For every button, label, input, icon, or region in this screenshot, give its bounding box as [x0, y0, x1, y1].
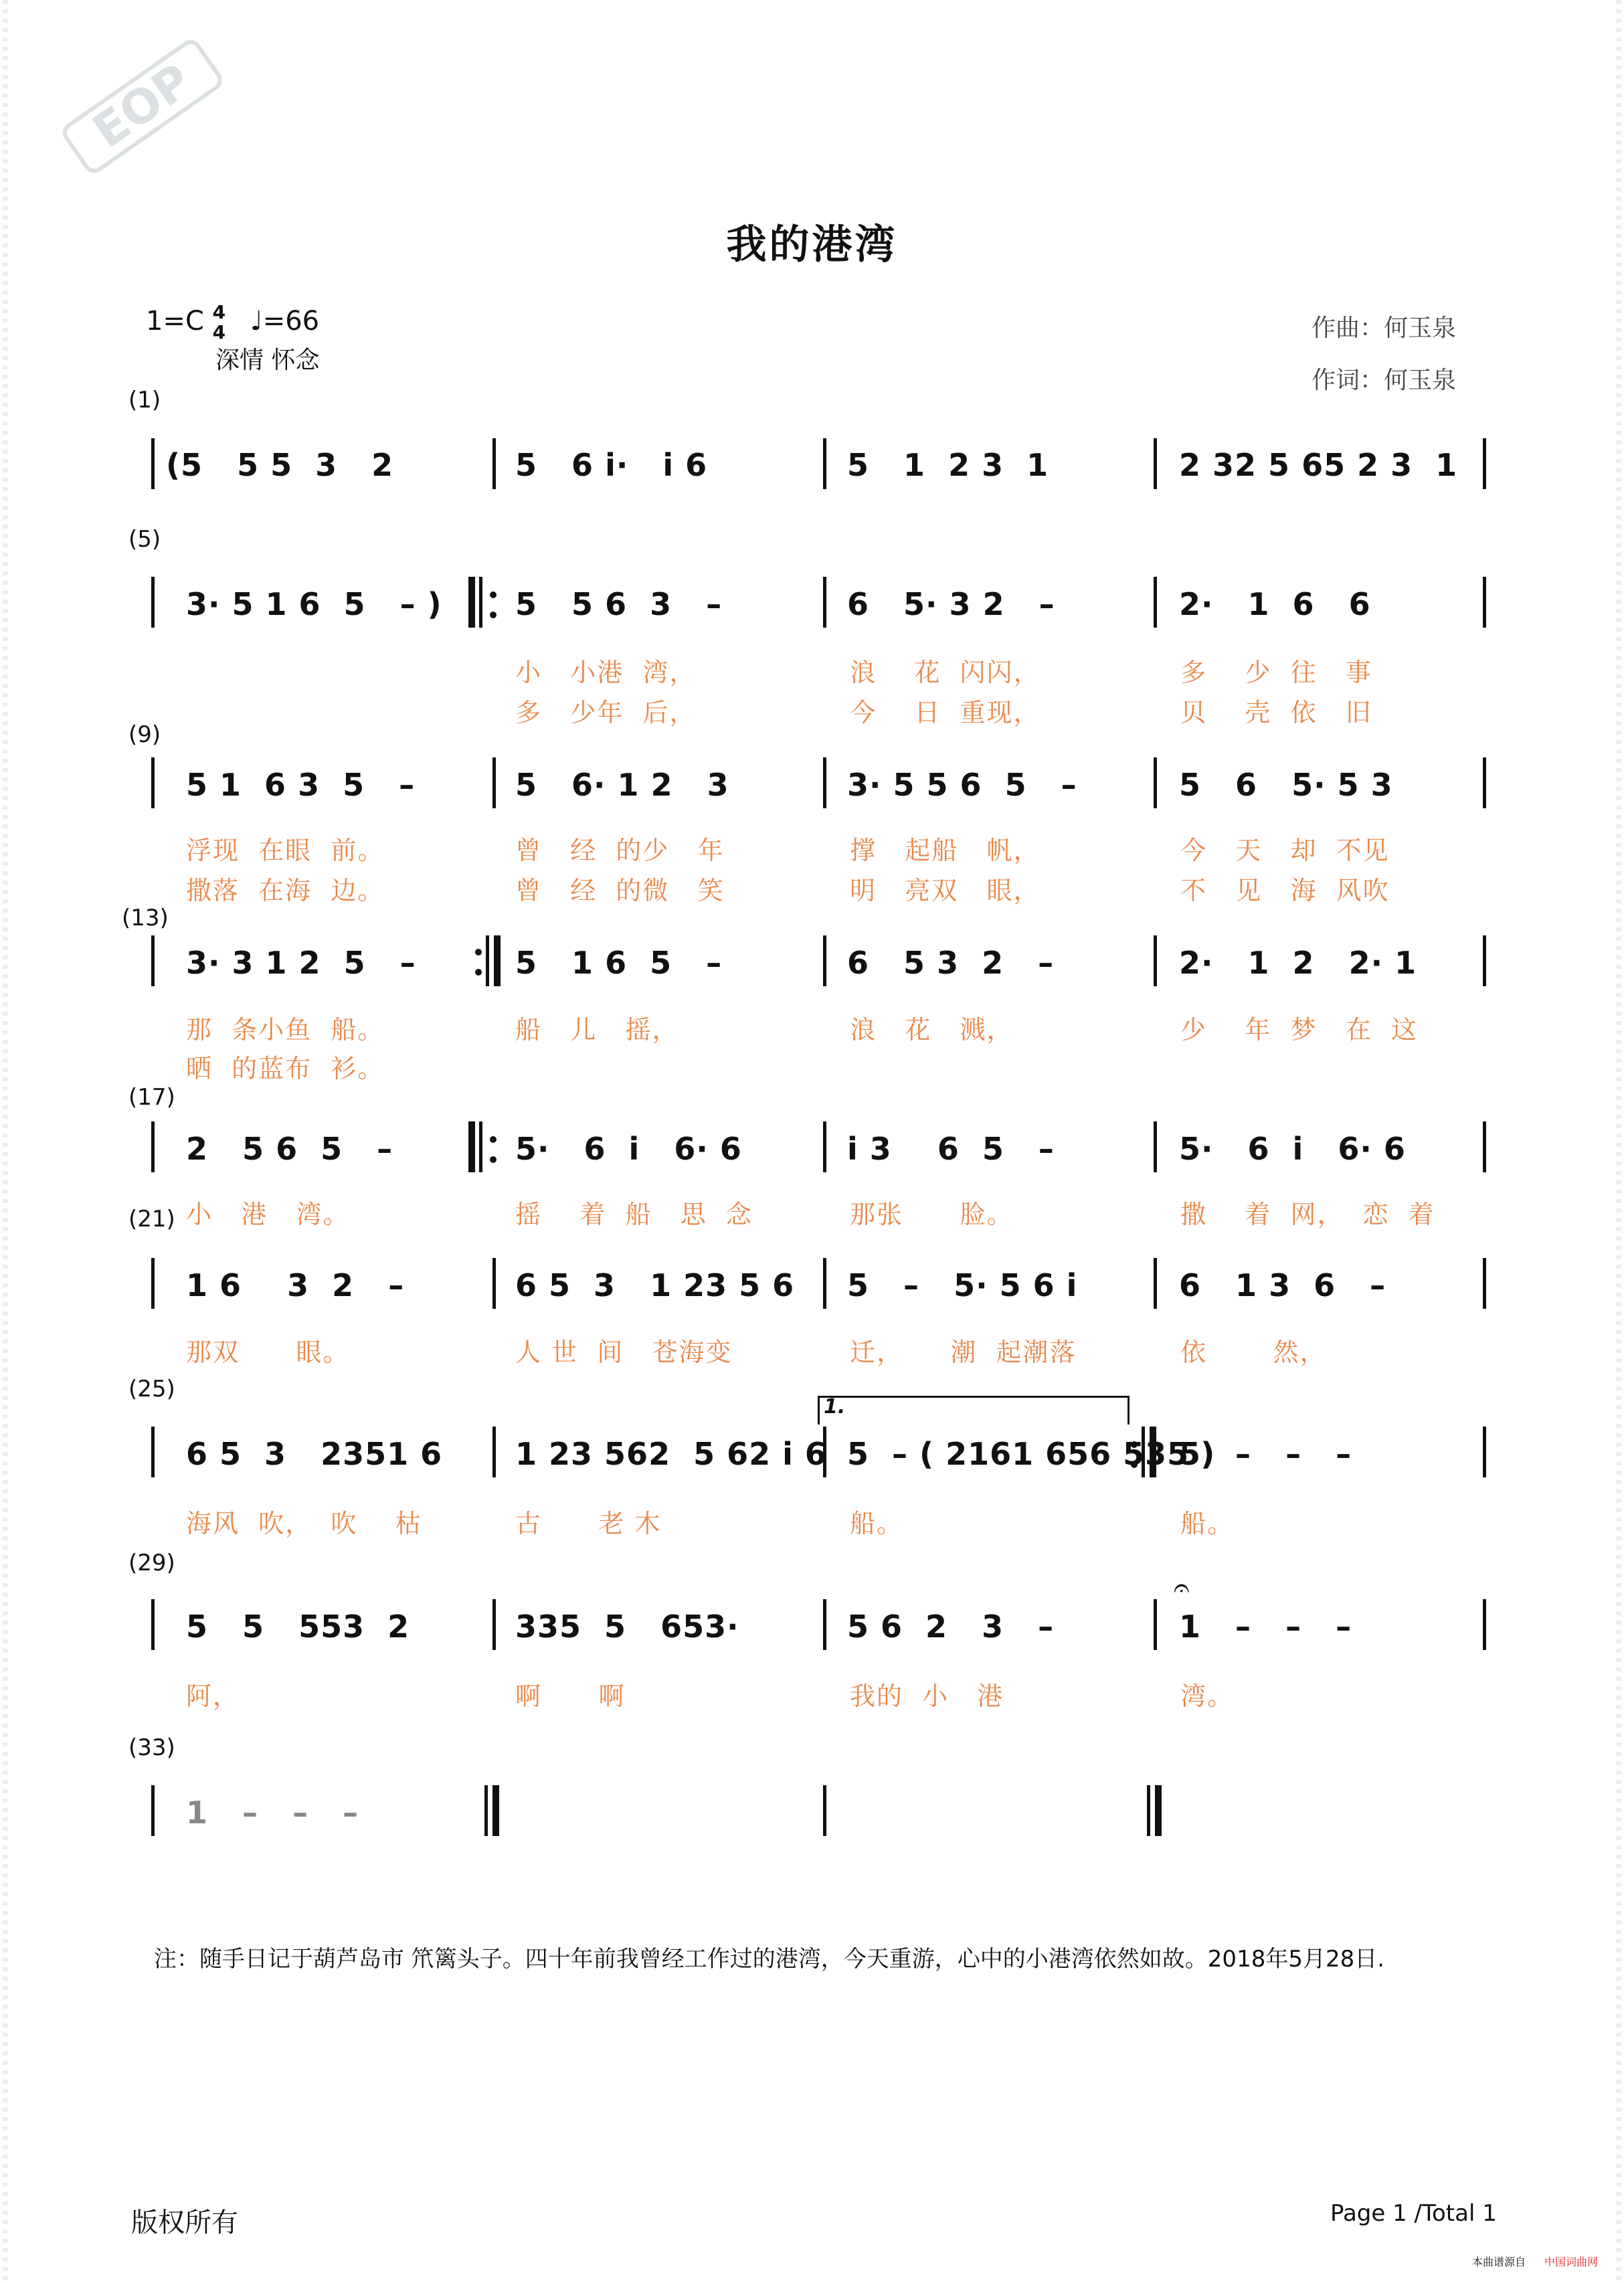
- lyric-line-1: 依 然，: [1180, 1338, 1327, 1367]
- repeat-dot: [490, 612, 497, 618]
- barline: [484, 1785, 488, 1836]
- measure-5-notes: 3· 5 1 6 5 – ): [186, 586, 442, 622]
- measure-26-notes: 1 23 562 5 62 i 6: [515, 1436, 827, 1472]
- composer-credit: 作曲：何玉泉: [1312, 314, 1457, 342]
- measure-number: (13): [122, 905, 169, 931]
- barline: [1147, 1785, 1150, 1836]
- key-label: 1=C: [146, 306, 204, 337]
- barline: [1483, 438, 1486, 489]
- copyright: 版权所有: [131, 2207, 238, 2238]
- barline: [151, 577, 155, 628]
- lyric-line-1: 那 条小鱼 船。: [186, 1015, 385, 1044]
- measure-27-notes: 5 – ( 2161 656 535 ): [847, 1436, 1216, 1472]
- measure-32-notes: 1 – – –: [1179, 1609, 1352, 1645]
- expression-marking: 深情 怀念: [215, 347, 320, 374]
- lyric-line-2: 明 亮双 眼，: [850, 876, 1041, 905]
- lyric-line-2: 多 少年 后，: [515, 698, 697, 727]
- page-title: 我的港湾: [726, 221, 898, 268]
- barline: [151, 1258, 155, 1309]
- measure-31-notes: 5 6 2 3 –: [847, 1609, 1055, 1645]
- measure-20-notes: 5· 6 i 6· 6: [1179, 1131, 1406, 1167]
- measure-23-notes: 5 – 5· 5 6 i: [847, 1267, 1078, 1303]
- quarter-note-icon: ♩: [250, 306, 263, 337]
- lyric-line-1: 迁， 潮 起潮落: [850, 1338, 1077, 1367]
- repeat-dot: [490, 1156, 497, 1163]
- measure-8-notes: 2· 1 6 6: [1179, 586, 1371, 622]
- barline: [823, 1258, 826, 1309]
- repeat-dot: [490, 1136, 497, 1143]
- page-number: Page 1 /Total 1: [1330, 2200, 1497, 2227]
- barline: [1483, 935, 1486, 986]
- left-border-pattern: [3, 0, 8, 2283]
- barline: [1483, 1258, 1486, 1309]
- measure-1-notes: (5 5 5 3 2: [166, 447, 394, 483]
- measure-number: (33): [128, 1734, 175, 1761]
- key-signature: [146, 302, 319, 343]
- barline: [151, 1121, 155, 1172]
- barline: [1483, 757, 1486, 808]
- barline: [823, 438, 826, 489]
- measure-number: (17): [128, 1084, 175, 1111]
- measure-15-notes: 6 5 3 2 –: [847, 945, 1055, 981]
- barline: [1483, 1121, 1486, 1172]
- barline: [151, 438, 155, 489]
- barline: [823, 577, 826, 628]
- lyric-line-1: 多 少 往 事: [1180, 658, 1372, 687]
- measure-9-notes: 5 1 6 3 5 –: [186, 767, 416, 803]
- lyric-line-1: 那双 眼。: [186, 1338, 350, 1367]
- barline: [1483, 1599, 1486, 1650]
- measure-22-notes: 6 5 3 1 23 5 6: [515, 1267, 795, 1303]
- measure-24-notes: 6 1 3 6 –: [1179, 1267, 1386, 1303]
- measure-21-notes: 1 6 3 2 –: [186, 1267, 405, 1303]
- lyric-line-1: 船。: [1180, 1509, 1235, 1538]
- repeat-dot: [490, 591, 497, 598]
- measure-number: (25): [128, 1376, 175, 1402]
- time-signature: [213, 302, 225, 343]
- barline: [823, 1121, 826, 1172]
- time-sig-top: 4: [212, 301, 226, 323]
- lyric-line-1: 摇 着 船 思 念: [515, 1200, 753, 1229]
- lyric-line-1: 曾 经 的少 年: [515, 836, 725, 865]
- barline: [479, 1121, 482, 1172]
- barline: [823, 1599, 826, 1650]
- measure-7-notes: 6 5· 3 2 –: [847, 586, 1055, 622]
- barline: [151, 1785, 155, 1836]
- lyric-line-1: 阿，: [186, 1681, 240, 1711]
- lyric-line-1: 撑 起船 帆，: [850, 836, 1041, 865]
- lyric-line-2: 撒落 在海 边。: [186, 876, 385, 905]
- source-site: 中国词曲网: [1544, 2256, 1599, 2268]
- barline: [1154, 438, 1157, 489]
- measure-10-notes: 5 6· 1 2 3: [515, 767, 729, 803]
- barline: [151, 1599, 155, 1650]
- repeat-dot: [475, 969, 482, 976]
- barline: [492, 1258, 496, 1309]
- lyric-line-2: 贝 壳 依 旧: [1180, 698, 1372, 727]
- measure-30-notes: 335 5 653·: [515, 1609, 739, 1645]
- lyric-line-1: 小 小港 湾，: [515, 658, 697, 687]
- measure-6-notes: 5 5 6 3 –: [515, 586, 723, 622]
- lyric-line-1: 撒 着 网， 恋 着: [1180, 1200, 1435, 1229]
- measure-25-notes: 6 5 3 2351 6: [186, 1436, 443, 1472]
- barline: [486, 935, 489, 986]
- barline: [823, 935, 826, 986]
- measure-number: (21): [128, 1206, 175, 1232]
- barline: [1154, 1121, 1157, 1172]
- lyric-line-1: 啊 啊: [515, 1681, 626, 1711]
- measure-4-notes: 2 32 5 65 2 3 1: [1179, 447, 1458, 483]
- lyric-line-1: 湾。: [1180, 1681, 1235, 1711]
- measure-11-notes: 3· 5 5 6 5 –: [847, 767, 1077, 803]
- tempo-value: =66: [262, 306, 320, 337]
- barline: [1483, 577, 1486, 628]
- barline: [151, 757, 155, 808]
- barline: [151, 935, 155, 986]
- barline: [823, 1785, 826, 1836]
- repeat-start-barline: [468, 577, 475, 628]
- barline: [492, 438, 496, 489]
- final-barline: [1155, 1785, 1162, 1836]
- lyric-line-1: 今 天 却 不见: [1180, 836, 1390, 865]
- measure-14-notes: 5 1 6 5 –: [515, 945, 723, 981]
- barline: [492, 757, 496, 808]
- lyric-line-2: 不 见 海 风吹: [1180, 876, 1390, 905]
- lyric-line-2: 今 日 重现，: [850, 698, 1041, 727]
- measure-12-notes: 5 6 5· 5 3: [1179, 767, 1393, 803]
- measure-18-notes: 5· 6 i 6· 6: [515, 1131, 742, 1167]
- lyric-line-1: 小 港 湾。: [186, 1200, 350, 1229]
- volta-bracket: [818, 1396, 1130, 1425]
- lyric-line-1: 少 年 梦 在 这: [1180, 1015, 1418, 1044]
- final-barline: [492, 1785, 499, 1836]
- barline: [151, 1427, 155, 1477]
- fermata-icon: 𝄐: [1174, 1571, 1190, 1604]
- repeat-dot: [475, 949, 482, 955]
- lyric-line-1: 古 老 木: [515, 1509, 662, 1538]
- measure-33-notes: 1 – – –: [186, 1795, 359, 1831]
- footnote: 注：随手日记于葫芦岛市 笊篱头子。四十年前我曾经工作过的港湾，今天重游，心中的小港湾依然如故。2018年5月28日.: [154, 1946, 1385, 1973]
- repeat-start-barline: [468, 1121, 475, 1172]
- barline: [1154, 1599, 1157, 1650]
- time-sig-bottom: 4: [212, 321, 226, 343]
- measure-16-notes: 2· 1 2 2· 1: [1179, 945, 1417, 981]
- source-label: 本曲谱源自: [1472, 2256, 1526, 2268]
- lyric-line-2: 晒 的蓝布 衫。: [186, 1054, 385, 1083]
- measure-28-notes: 5 – – –: [1179, 1436, 1352, 1472]
- barline: [1154, 577, 1157, 628]
- measure-number: (9): [128, 721, 161, 748]
- lyric-line-1: 浪 花 闪闪，: [850, 658, 1041, 687]
- lyric-line-1: 海风 吹， 吹 枯: [186, 1509, 422, 1538]
- svg-text:EOP: EOP: [82, 53, 201, 159]
- barline: [492, 1599, 496, 1650]
- lyricist-credit: 作词：何玉泉: [1312, 367, 1457, 394]
- measure-3-notes: 5 1 2 3 1: [847, 447, 1049, 483]
- lyric-line-1: 船。: [850, 1509, 904, 1538]
- lyric-line-1: 那张 脸。: [850, 1200, 1014, 1229]
- lyric-line-1: 船 儿 摇，: [515, 1015, 679, 1044]
- measure-29-notes: 5 5 553 2: [186, 1609, 410, 1645]
- barline: [1154, 757, 1157, 808]
- measure-17-notes: 2 5 6 5 –: [186, 1131, 393, 1167]
- barline: [492, 1427, 496, 1477]
- barline: [1483, 1427, 1486, 1477]
- barline: [479, 577, 482, 628]
- measure-number: (5): [128, 526, 161, 553]
- barline: [1154, 1258, 1157, 1309]
- lyric-line-1: 浮现 在眼 前。: [186, 836, 385, 865]
- barline: [823, 757, 826, 808]
- repeat-end-barline: [494, 935, 501, 986]
- measure-2-notes: 5 6 i· i 6: [515, 447, 708, 483]
- right-border-pattern: [1616, 0, 1621, 2283]
- lyric-line-2: 曾 经 的微 笑: [515, 876, 725, 905]
- barline: [1154, 935, 1157, 986]
- volta-label: 1.: [824, 1395, 846, 1419]
- measure-number: (1): [128, 387, 161, 414]
- measure-13-notes: 3· 3 1 2 5 –: [186, 945, 416, 981]
- lyric-line-1: 人 世 间 苍海变: [515, 1338, 733, 1367]
- eop-logo: [40, 33, 241, 174]
- measure-number: (29): [128, 1550, 175, 1576]
- measure-19-notes: i 3 6 5 –: [847, 1131, 1055, 1167]
- lyric-line-1: 我的 小 港: [850, 1681, 1004, 1711]
- lyric-line-1: 浪 花 溅，: [850, 1015, 1014, 1044]
